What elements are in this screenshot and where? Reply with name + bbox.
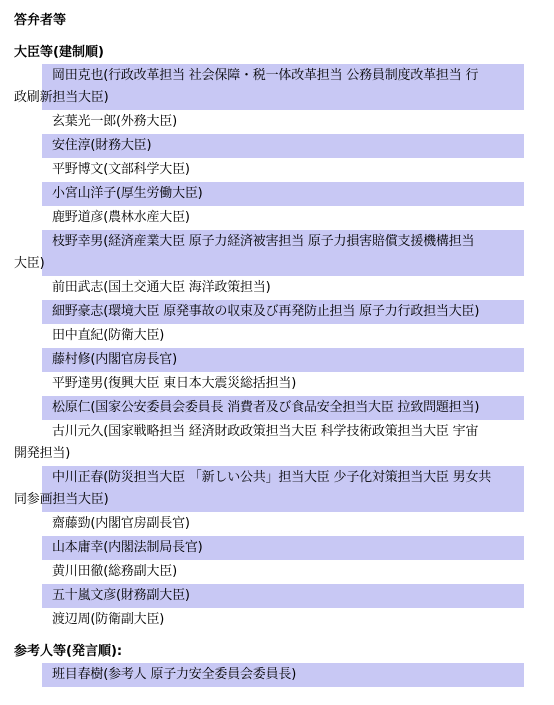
list-item: 前田武志(国土交通大臣 海洋政策担当) [52,280,271,295]
list-item: 渡辺周(防衛副大臣) [52,612,165,627]
list-item: 鹿野道彦(農林水産大臣) [52,210,190,225]
list-item: 藤村修(内閣官房長官) [42,348,524,372]
list-item: 玄葉光一郎(外務大臣) [52,114,177,129]
list-item: 小宮山洋子(厚生労働大臣) [42,182,524,206]
ministers-section [14,44,526,632]
list-item: 安住淳(財務大臣) [42,134,524,158]
list-item: 班目春樹(参考人 原子力安全委員会委員長) [42,663,524,687]
list-item: 松原仁(国家公安委員会委員長 消費者及び食品安全担当大臣 拉致問題担当) [42,396,524,420]
list-item: 枝野幸男(経済産業大臣 原子力経済被害担当 原子力損害賠償支援機構担当 大臣) [42,230,524,276]
witnesses-list [42,663,524,687]
page-title: 答弁者等 [14,13,67,28]
witnesses-section [14,643,526,687]
list-item: 黄川田徹(総務副大臣) [52,564,177,579]
list-item: 細野豪志(環境大臣 原発事故の収束及び再発防止担当 原子力行政担当大臣) [42,300,524,324]
list-item: 齋藤勁(内閣官房副長官) [52,516,190,531]
list-item: 山本庸幸(内閣法制局長官) [42,536,524,560]
ministers-list [14,64,524,632]
ministers-heading: 大臣等(建制順) [14,45,104,60]
list-item: 田中直紀(防衛大臣) [52,328,165,343]
list-item: 平野博文(文部科学大臣) [52,162,190,177]
list-item: 岡田克也(行政改革担当 社会保障・税一体改革担当 公務員制度改革担当 行 政刷新担当大臣) [42,64,524,110]
list-item: 五十嵐文彦(財務副大臣) [42,584,524,608]
list-item: 中川正春(防災担当大臣 「新しい公共」担当大臣 少子化対策担当大臣 男女共 同参画担当大臣) [42,466,524,512]
witnesses-heading: 参考人等(発言順): [14,644,123,659]
list-item: 平野達男(復興大臣 東日本大震災総括担当) [52,376,297,391]
list-item: 古川元久(国家戦略担当 経済財政政策担当大臣 科学技術政策担当大臣 宇宙 開発担当) [14,424,479,461]
